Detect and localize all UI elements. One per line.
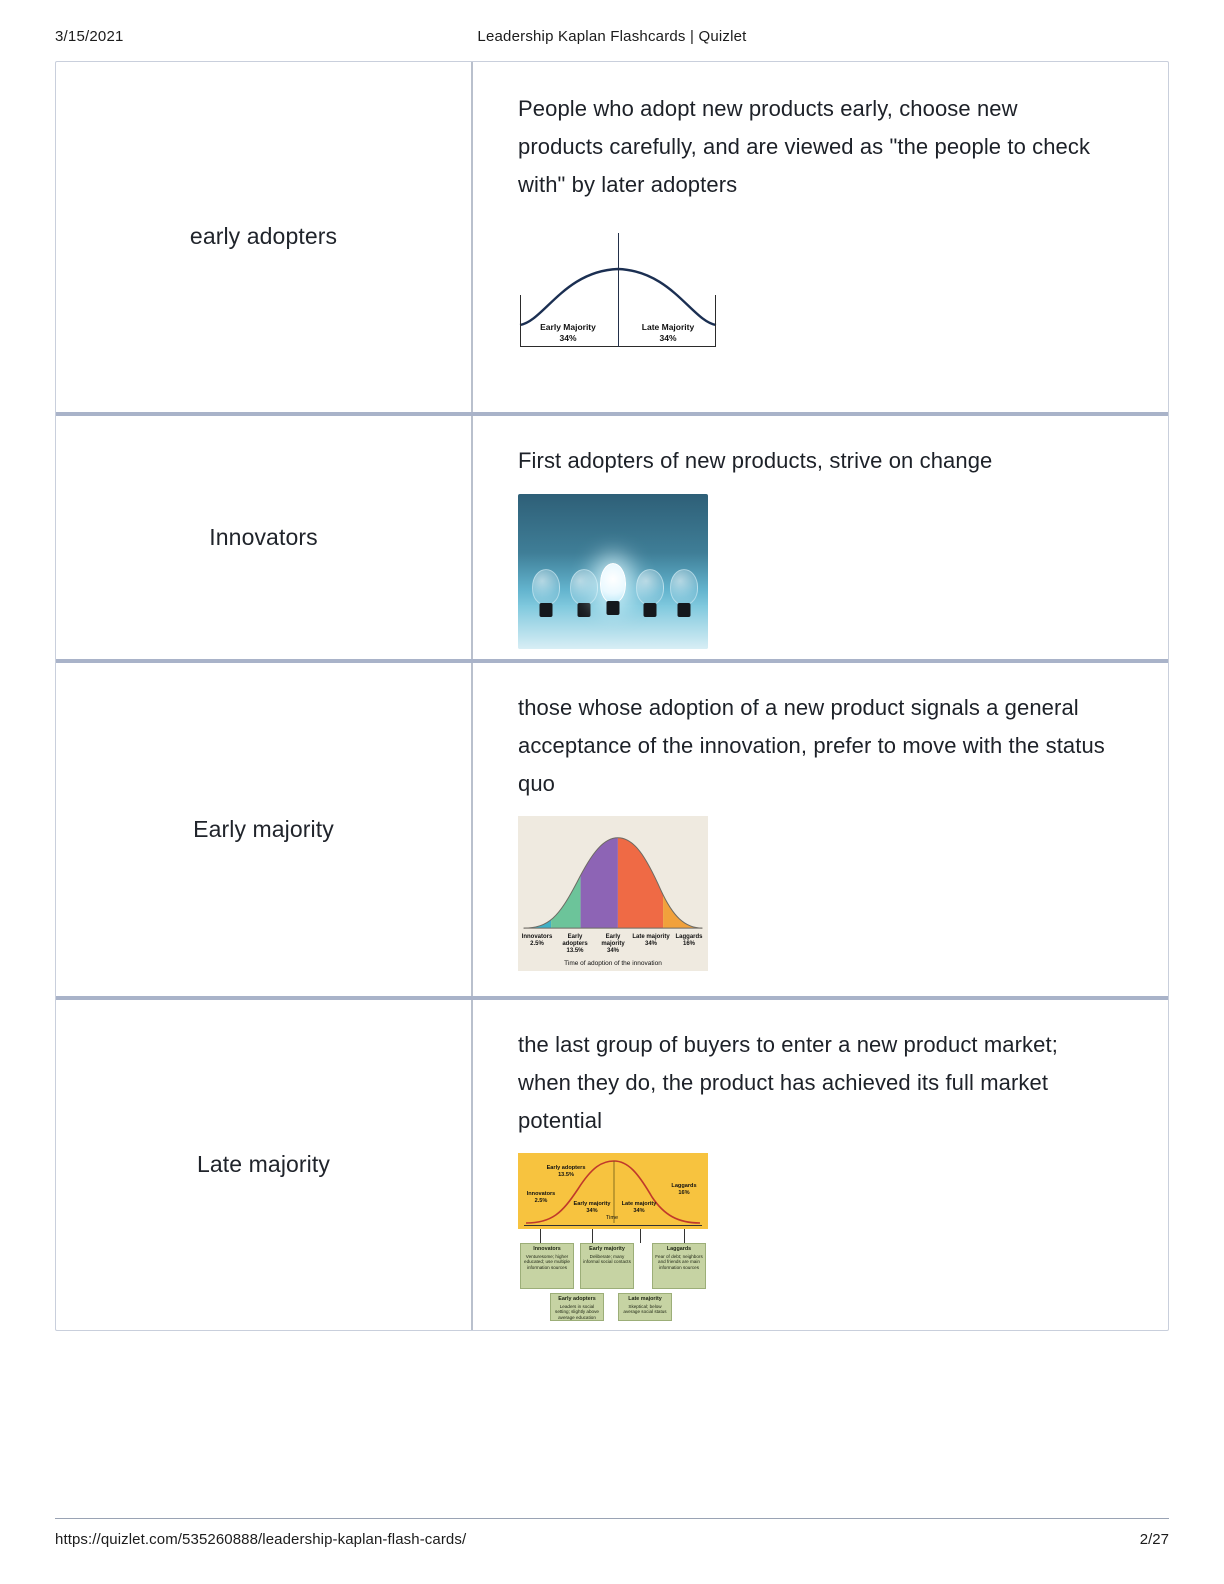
flashcard-definition: People who adopt new products early, choose new products carefully, and are viewed as "the people to check with" by later adopters — [518, 96, 1091, 197]
flashcard-definition-cell — [471, 663, 1168, 996]
flashcard-term: early adopters — [189, 223, 338, 250]
segment-early-adopters: Early adopters 13.5% — [562, 933, 588, 955]
diffusion-of-innovation-diagram — [518, 1153, 708, 1323]
flashcard-term-cell — [56, 1000, 471, 1330]
connector-line — [540, 1229, 541, 1243]
bell-curve-majority-diagram — [518, 217, 718, 363]
flashcard-term-cell — [56, 663, 471, 996]
lightbulb-lit-icon — [600, 563, 626, 603]
segment-late-majority: Late majority 34% — [632, 933, 670, 948]
innovators-curve-label: Innovators 2.5% — [526, 1191, 556, 1205]
flashcard-term: Late majority — [197, 1151, 330, 1178]
segment-innovators: Innovators 2.5% — [521, 933, 553, 948]
adoption-segment-labels — [518, 934, 708, 956]
lightbulb-icon — [636, 569, 664, 605]
connector-line — [640, 1229, 641, 1243]
flashcard-table — [55, 61, 1169, 1331]
laggards-box: Laggards Fear of debt; neighbors and friends are main information sources — [652, 1243, 706, 1289]
early-adopters-curve-label: Early adopters 13.5% — [546, 1165, 586, 1179]
flashcard-term: Early majority — [193, 815, 334, 842]
adoption-curve-segments-chart — [518, 816, 708, 971]
adoption-chart-xlabel: Time of adoption of the innovation — [564, 960, 662, 968]
flashcard-figure — [518, 1153, 708, 1323]
flashcard-figure — [518, 816, 708, 971]
lightbulb-icon — [670, 569, 698, 605]
lightbulb-icon — [570, 569, 598, 605]
flashcard-term: Innovators — [209, 523, 318, 550]
innovators-box: Innovators Venturesome; higher educated; use multiple information sources — [520, 1243, 574, 1289]
table-row — [56, 412, 1168, 659]
connector-line — [684, 1229, 685, 1243]
diffusion-time-axis — [524, 1225, 702, 1226]
flashcard-definition-cell — [471, 62, 1168, 412]
laggards-curve-label: Laggards 16% — [671, 1183, 697, 1197]
adoption-curve-icon — [518, 822, 708, 932]
early-majority-label: Early Majority 34% — [540, 322, 596, 343]
flashcard-definition: those whose adoption of a new product signals a general acceptance of the innovation, prefer to move with the status quo — [518, 695, 1105, 796]
document-title: Leadership Kaplan Flashcards | Quizlet — [477, 28, 747, 45]
early-majority-box: Early majority Deliberate; many informal social contacts — [580, 1243, 634, 1289]
page-number: 2/27 — [1139, 1531, 1169, 1548]
late-majority-box: Late majority Skeptical; below average social status — [618, 1293, 672, 1321]
diffusion-axis-label: Time — [605, 1215, 619, 1222]
lightbulbs-photo — [518, 494, 708, 649]
flashcard-definition: the last group of buyers to enter a new product market; when they do, the product has achieved its full market potential — [518, 1032, 1058, 1133]
chart-center-line — [618, 233, 619, 347]
flashcard-term-cell — [56, 62, 471, 412]
print-date: 3/15/2021 — [55, 28, 124, 45]
source-url: https://quizlet.com/535260888/leadership-kaplan-flash-cards/ — [55, 1531, 467, 1548]
lightbulb-icon — [532, 569, 560, 605]
segment-laggards: Laggards 16% — [675, 933, 703, 948]
flashcard-term-cell — [56, 416, 471, 659]
print-footer — [55, 1518, 1169, 1548]
chart-left-tick — [520, 295, 521, 347]
chart-right-tick — [715, 295, 716, 347]
early-majority-curve-label: Early majority 34% — [573, 1201, 611, 1215]
late-majority-label: Late Majority 34% — [641, 322, 695, 343]
flashcard-definition-cell — [471, 416, 1168, 659]
flashcard-figure — [518, 494, 708, 649]
flashcard-figure — [518, 217, 718, 363]
segment-early-majority: Early majority 34% — [601, 933, 625, 955]
flashcard-definition: First adopters of new products, strive on change — [518, 448, 993, 473]
connector-line — [592, 1229, 593, 1243]
table-row — [56, 62, 1168, 412]
flashcard-definition-cell — [471, 1000, 1168, 1330]
table-row — [56, 996, 1168, 1330]
late-majority-curve-label: Late majority 34% — [621, 1201, 657, 1215]
print-header — [55, 0, 1169, 45]
table-row — [56, 659, 1168, 996]
early-adopters-box: Early adopters Leaders in social setting; slightly above average education — [550, 1293, 604, 1321]
